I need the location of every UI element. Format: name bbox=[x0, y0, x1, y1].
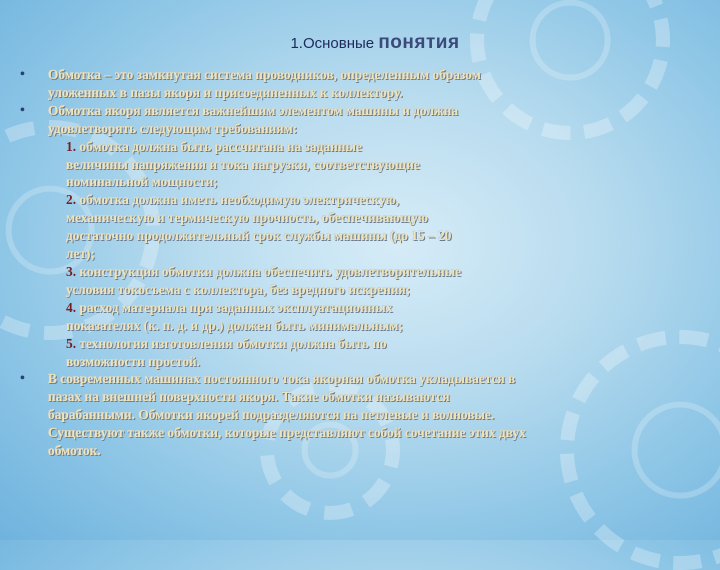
bullet-icon: • bbox=[20, 371, 25, 387]
item-number: 4. bbox=[66, 299, 77, 315]
text-line: Обмотка якоря является важнейшим элементом машины и должна bbox=[48, 102, 459, 118]
bullet-definition bbox=[20, 66, 696, 102]
requirement-item bbox=[20, 263, 696, 299]
bullet-icon: • bbox=[20, 102, 25, 118]
text-line: возможности простой. bbox=[66, 353, 200, 369]
requirement-item bbox=[20, 335, 696, 371]
requirement-item bbox=[20, 191, 696, 263]
text-line: механическую и термическую прочность, обеспечивающую bbox=[66, 210, 428, 226]
text-line: номинальной мощности; bbox=[66, 174, 218, 190]
item-number: 5. bbox=[66, 335, 77, 351]
title-word: понятия bbox=[378, 32, 460, 53]
bullet-modern-machines bbox=[20, 370, 696, 460]
slide-body bbox=[20, 66, 696, 460]
text-line: величины напряжения и тока нагрузки, соответствующие bbox=[66, 156, 420, 172]
text-line: показателях (к. п. д. и др.) должен быть минимальным; bbox=[66, 317, 403, 333]
bullet-icon: • bbox=[20, 67, 25, 82]
item-number: 2. bbox=[66, 192, 77, 208]
text-line: В современных машинах постоянного тока якорная обмотка укладывается в bbox=[48, 371, 516, 387]
text-line: Обмотка – это замкнутая система проводников, определенным образом bbox=[48, 67, 481, 82]
text-line: Существуют также обмотки, которые представляют собой сочетание этих двух bbox=[48, 425, 526, 441]
text-line: барабанными. Обмотки якорей подразделяются на петлевые и волновые. bbox=[48, 407, 495, 423]
requirement-item bbox=[20, 138, 696, 192]
text-line: конструкция обмотки должна обеспечить удовлетворительные bbox=[76, 263, 462, 279]
text-line: условия токосъема с коллектора, без вредного искрения; bbox=[66, 281, 411, 297]
text-line: технология изготовления обмотки должна быть по bbox=[76, 335, 387, 351]
text-line: пазах на внешней поверхности якоря. Такие обмотки называются bbox=[48, 389, 450, 405]
item-number: 3. bbox=[66, 263, 77, 279]
title-number: 1.Основные bbox=[290, 35, 379, 52]
text-line: расход материала при заданных эксплуатационных bbox=[76, 299, 393, 315]
text-line: обмоток. bbox=[48, 443, 101, 459]
requirement-item bbox=[20, 299, 696, 335]
text-line: лет); bbox=[66, 246, 95, 262]
slide-title bbox=[0, 32, 720, 54]
text-line: достаточно продолжительный срок службы машины (до 15 – 20 bbox=[66, 228, 452, 244]
text-line: обмотка должна быть рассчитана на заданные bbox=[76, 138, 362, 154]
text-line: обмотка должна иметь необходимую электрическую, bbox=[76, 192, 400, 208]
text-line: уложенных в пазы якоря и присоединенных к коллектору. bbox=[48, 84, 403, 100]
item-number: 1. bbox=[66, 138, 77, 154]
text-line: удовлетворять следующим требованиям: bbox=[48, 120, 298, 136]
bullet-requirements bbox=[20, 102, 696, 371]
